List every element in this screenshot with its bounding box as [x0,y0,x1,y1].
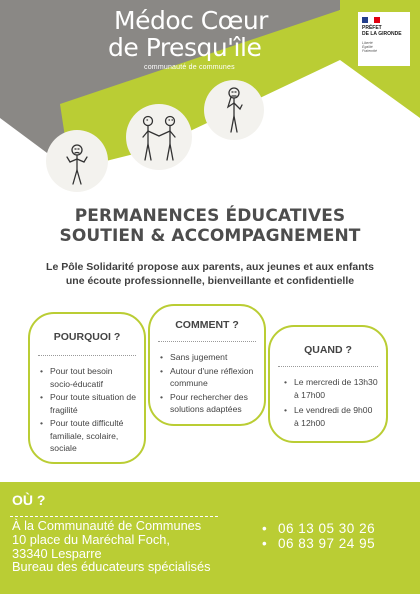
logo-line-1: Médoc Cœur [114,6,268,35]
prefet-motto-line-2: Égalité [362,44,373,49]
quand-list [270,367,386,429]
phone-number[interactable]: • 06 13 05 30 26 [262,522,375,537]
footer-divider [10,516,218,517]
prefet-motto-line-1: Liberté [362,40,373,45]
footer-heading: OÙ ? [12,492,46,508]
handshake-figures-icon [126,104,192,170]
address-block [12,519,210,574]
thinking-figure-icon [204,80,264,140]
french-flag-icon [362,17,380,23]
intro-line-2: une écoute professionnelle, bienveillante et confidentielle [65,275,355,288]
logo [108,8,308,71]
phone-list [262,522,375,552]
list-item: • Pour toute situation de fragilité [40,391,136,416]
illustration-circle-right [204,80,264,140]
address-line: 10 place du Maréchal Foch, [12,531,170,547]
illustration-circle-middle [126,104,192,170]
list-item: • Pour toute difficulté familiale, scolaire, sociale [40,417,136,455]
quand-heading: QUAND ? [304,344,352,356]
page-title [0,206,420,247]
phone-number[interactable]: • 06 83 97 24 95 [262,537,375,552]
pourquoi-list [30,356,144,455]
prefet-motto [362,41,406,54]
prefet-title [362,26,406,38]
page-title-line-1: PERMANENCES ÉDUCATIVES [74,206,346,226]
shrugging-figure-icon [46,130,108,192]
address-line: À la Communauté de Communes [12,518,202,533]
pourquoi-card [28,312,146,464]
illustration-circle-left [46,130,108,192]
comment-card [148,304,266,426]
list-item: • Pour tout besoin socio-éducatif [40,365,136,390]
prefet-title-line-1: PRÉFET [362,25,382,31]
list-item: • Le mercredi de 13h30 à 17h00 [284,376,378,401]
address-line: 33340 Lesparre [12,545,102,561]
comment-heading: COMMENT ? [175,319,239,331]
intro-line-1: Le Pôle Solidarité propose aux parents, aux jeunes et aux enfants [46,261,374,273]
page-title-line-2: SOUTIEN & ACCOMPAGNEMENT [59,226,361,247]
pourquoi-heading: POURQUOI ? [53,331,121,343]
prefet-title-line-2: DE LA GIRONDE [362,30,402,37]
quand-card [268,325,388,443]
comment-list [150,342,264,416]
prefet-logo [358,12,410,66]
intro-text [20,260,400,288]
list-item: • Pour rechercher des solutions adaptées [160,391,256,416]
list-item: • Le vendredi de 9h00 à 12h00 [284,404,378,429]
logo-line-2: de Presqu'île [108,33,262,62]
list-item: • Autour d'une réflexion commune [160,365,256,390]
prefet-motto-line-3: Fraternité [362,48,377,53]
address-line: Bureau des éducateurs spécialisés [12,559,211,575]
footer [0,482,420,594]
logo-subtitle: communauté de communes [144,64,235,71]
list-item: • Sans jugement [160,351,256,364]
